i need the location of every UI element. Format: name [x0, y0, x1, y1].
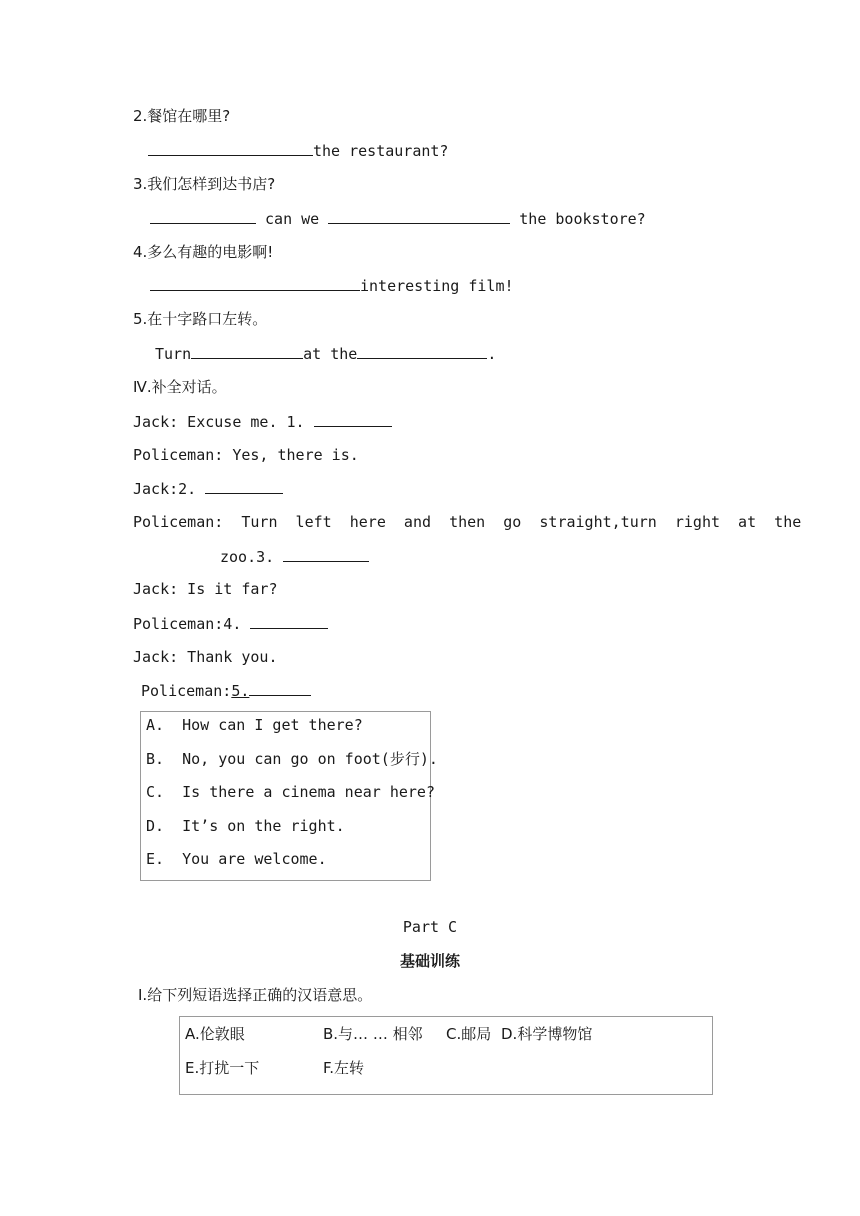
q3-prompt: 3.我们怎样到达书店? — [133, 175, 276, 193]
q5-blank-1[interactable] — [191, 343, 303, 359]
option-e: E. You are welcome. — [146, 850, 327, 868]
phrase-c: C.邮局 — [446, 1025, 492, 1043]
q5-prompt: 5.在十字路口左转。 — [133, 310, 268, 328]
q3-mid: can we — [256, 210, 329, 228]
dialogue-line-8: Policeman:5. — [141, 680, 311, 701]
dialogue-blank-5[interactable] — [249, 680, 311, 696]
phrases-box — [179, 1016, 713, 1095]
q2-prompt: 2.餐馆在哪里? — [133, 107, 231, 125]
q2-answer-line — [148, 140, 448, 161]
q4-prompt: 4.多么有趣的电影啊! — [133, 243, 274, 261]
dialogue-line-7: Jack: Thank you. — [133, 648, 278, 666]
q5-end: . — [487, 345, 497, 363]
dialogue-line-4: Policeman: Turn left here and then go straight,turn right at the — [133, 513, 802, 531]
dialogue-line-1: Jack: Excuse me. 1. — [133, 411, 392, 432]
option-b: B. No, you can go on foot(步行). — [146, 750, 438, 768]
q5-mid: at the — [303, 345, 358, 363]
dialogue-line-3: Jack:2. — [133, 478, 283, 499]
dialogue-blank-1[interactable] — [314, 411, 392, 427]
option-c: C. Is there a cinema near here? — [146, 783, 435, 801]
part-c-subtitle: 基础训练 — [399, 952, 460, 970]
q2-tail: the restaurant? — [313, 142, 449, 160]
q3-blank-1[interactable] — [150, 208, 256, 224]
q3-answer-line — [150, 208, 646, 229]
dialogue-line-6: Policeman:4. — [133, 613, 328, 634]
dialogue-blank-4[interactable] — [250, 613, 328, 629]
options-box — [140, 711, 438, 881]
q4-answer-line — [150, 275, 514, 296]
option-a: A. How can I get there? — [146, 716, 363, 734]
q3-blank-2[interactable] — [328, 208, 510, 224]
phrase-b: B.与… … 相邻 — [323, 1025, 423, 1043]
dialogue-blank-3[interactable] — [283, 546, 369, 562]
phrase-d: D.科学博物馆 — [501, 1025, 593, 1043]
part-c-title: Part C — [402, 918, 458, 936]
q4-tail: interesting film! — [360, 277, 514, 295]
phrase-a: A.伦敦眼 — [185, 1025, 245, 1043]
dialogue-line-2: Policeman: Yes, there is. — [133, 446, 359, 464]
section4-heading: Ⅳ.补全对话。 — [133, 378, 227, 396]
part-c-instruction: Ⅰ.给下列短语选择正确的汉语意思。 — [138, 986, 373, 1004]
option-d: D. It’s on the right. — [146, 817, 345, 835]
dialogue-blank-2[interactable] — [205, 478, 283, 494]
dialogue-number-5: 5. — [231, 682, 250, 700]
q2-blank[interactable] — [148, 140, 313, 156]
q5-start: Turn — [155, 345, 192, 363]
dialogue-line-4-cont: zoo.3. — [220, 546, 369, 567]
phrase-f: F.左转 — [323, 1059, 364, 1077]
q3-tail: the bookstore? — [510, 210, 646, 228]
q4-blank[interactable] — [150, 275, 360, 291]
q5-answer-line — [155, 343, 496, 364]
dialogue-line-5: Jack: Is it far? — [133, 580, 278, 598]
q5-blank-2[interactable] — [357, 343, 487, 359]
phrase-e: E.打扰一下 — [185, 1059, 260, 1077]
